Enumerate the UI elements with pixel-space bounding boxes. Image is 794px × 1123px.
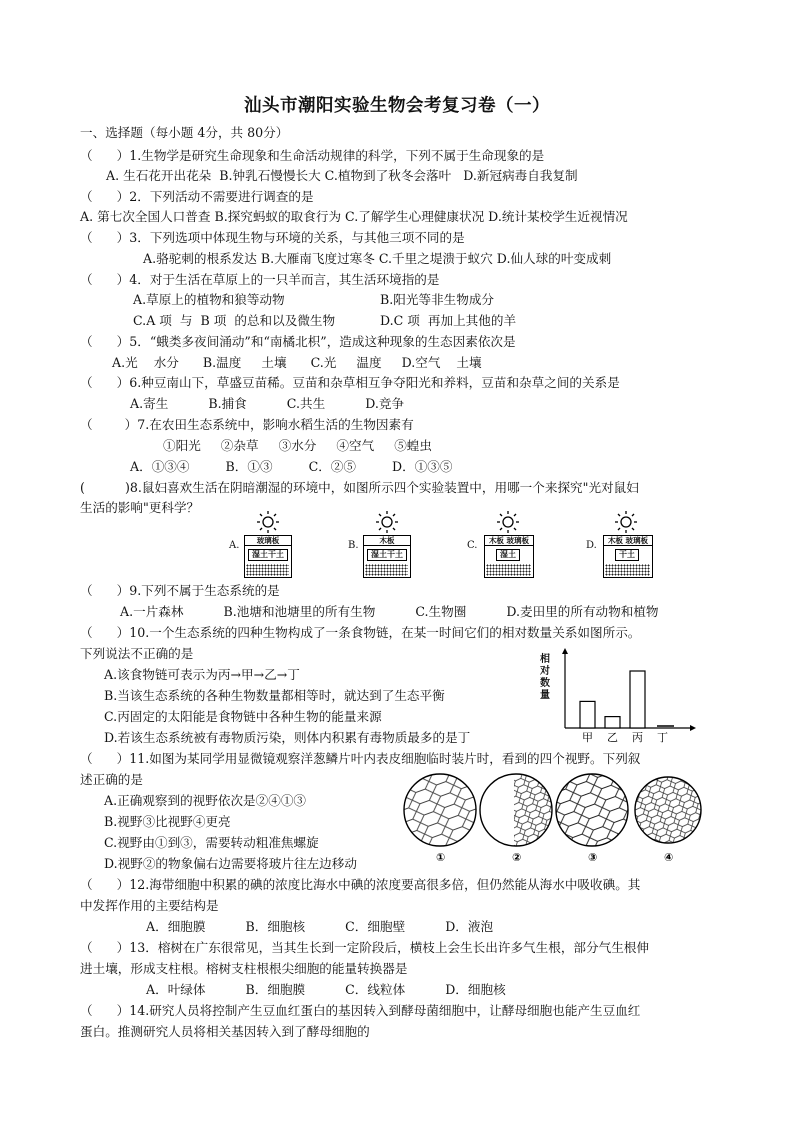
- field-2-cells: [514, 772, 554, 850]
- q11-option-b: B.视野③比视野④更亮: [104, 814, 231, 829]
- field-3-cells: [552, 772, 632, 850]
- tick-label-丁: 丁: [657, 731, 668, 744]
- q12-options: A．细胞膜 B．细胞核 C．细胞壁 D．液泡: [146, 919, 494, 934]
- field-label-1: ①: [436, 851, 446, 864]
- q10-option-a: A.该食物链可表示为丙→甲→乙→丁: [104, 667, 300, 682]
- sun-icon: [614, 510, 638, 534]
- q11-option-c: C.视野由①到③，需要转动粗准焦螺旋: [104, 835, 319, 850]
- q10-option-c: C.丙固定的太阳能是食物链中各种生物的能量来源: [104, 709, 382, 724]
- question-5: （ ）5．“蛾类多夜间涌动”和“南橘北枳”，造成这种现象的生态因素依次是: [80, 334, 516, 349]
- q9-options: A.一片森林 B.池塘和池塘里的所有生物 C.生物圈 D.麦田里的所有动物和植物: [120, 604, 659, 619]
- question-6: （ ）6.种豆南山下，草盛豆苗稀。豆苗和杂草相互争夺阳光和养料，豆苗和杂草之间的关系是: [80, 375, 620, 390]
- setup-b-cover: 木板: [363, 535, 411, 546]
- q11-option-a: A.正确观察到的视野依次是②④①③: [104, 793, 307, 808]
- question-4: （ ）4．对于生活在草原上的一只羊而言，其生活环境指的是: [80, 272, 440, 287]
- q10-option-d: D.若该生态系统被有毒物质污染，则体内积累有毒物质最多的是丁: [104, 730, 471, 745]
- setup-c-ground: [486, 564, 531, 576]
- question-14-cont: 蛋白。推测研究人员将相关基因转入到了酵母细胞的: [80, 1024, 370, 1039]
- question-13: （ ）13．榕树在广东很常见，当其生长到一定阶段后，横枝上会生长出许多气生根，部分气生根伸: [80, 940, 649, 955]
- section-heading: 一、选择题（每小题 4分，共 80分）: [80, 125, 289, 140]
- setup-b-soil: 湿土干土: [367, 549, 407, 561]
- setup-b-letter: B.: [348, 540, 359, 551]
- question-11-cont: 述正确的是: [80, 772, 143, 787]
- setup-a-soil: 湿土干土: [248, 549, 288, 561]
- setup-c-soil: 湿土: [496, 549, 520, 561]
- question-8: ( )8.鼠妇喜欢生活在阴暗潮湿的环境中，如图所示四个实验装置中，用哪一个来探究"光对鼠妇: [80, 480, 639, 495]
- bar-乙: [605, 717, 620, 728]
- q7-items: ①阳光 ②杂草 ③水分 ④空气 ⑤蝗虫: [163, 438, 432, 453]
- chart-x-axis-arrow: [690, 725, 696, 731]
- question-13-cont: 进土壤，形成支柱根。榕树支柱根根尖细胞的能量转换器是: [80, 961, 408, 976]
- tick-label-乙: 乙: [607, 731, 618, 744]
- q13-options: A．叶绿体 B．细胞膜 C．线粒体 D．细胞核: [146, 982, 506, 997]
- question-14: （ ）14.研究人员将控制产生豆血红蛋白的基因转入到酵母菌细胞中，让酵母细胞也能产生豆血红: [80, 1003, 641, 1018]
- q11-option-d: D.视野②的物象偏右边需要将玻片往左边移动: [104, 856, 357, 871]
- bar-甲: [580, 701, 595, 728]
- bar-丙: [630, 671, 645, 728]
- field-4-cells: [632, 772, 702, 850]
- setup-a-ground: [246, 564, 289, 576]
- sun-icon: [375, 510, 399, 534]
- q4-option-b: B.阳光等非生物成分: [380, 292, 495, 307]
- tick-label-丙: 丙: [632, 731, 643, 744]
- chart-y-label: 相对数量: [540, 654, 550, 701]
- field-label-2: ②: [512, 851, 522, 864]
- field-1-cells: [402, 772, 480, 850]
- q6-options: A.寄生 B.捕食 C.共生 D.竞争: [130, 396, 405, 411]
- food-chain-bar-chart: [560, 648, 696, 744]
- question-9: （ ）9.下列不属于生态系统的是: [80, 583, 280, 598]
- question-12-cont: 中发挥作用的主要结构是: [80, 898, 219, 913]
- q2-options: A. 第七次全国人口普查 B.探究蚂蚁的取食行为 C.了解学生心理健康状况 D.统计某校学生近视情况: [80, 209, 628, 224]
- setup-a-cover: 玻璃板: [244, 535, 292, 546]
- question-11: （ ）11.如图为某同学用显微镜观察洋葱鳞片叶内表皮细胞临时装片时，看到的四个视野。下列叙: [80, 751, 641, 766]
- setup-a-letter: A.: [229, 540, 240, 551]
- page-title: 汕头市潮阳实验生物会考复习卷（一）: [244, 96, 550, 116]
- setup-d-letter: D.: [586, 540, 597, 551]
- q4-option-a: A.草原上的植物和狼等动物: [133, 292, 285, 307]
- question-10-cont: 下列说法不正确的是: [80, 646, 194, 661]
- question-10: （ ）10.一个生态系统的四种生物构成了一条食物链，在某一时间它们的相对数量关系如图所示。: [80, 625, 641, 640]
- setup-c-letter: C.: [467, 540, 478, 551]
- q1-options: A. 生石花开出花朵 B.钟乳石慢慢长大 C.植物到了秋冬会落叶 D.新冠病毒自我复制: [106, 168, 578, 183]
- setup-d-soil: 干土: [615, 549, 639, 561]
- question-12: （ ）12.海带细胞中积累的碘的浓度比海水中碘的浓度要高很多倍，但仍然能从海水中吸收碘。其: [80, 877, 641, 892]
- sun-icon: [496, 510, 520, 534]
- question-3: （ ）3．下列选项中体现生物与环境的关系，与其他三项不同的是: [80, 230, 465, 245]
- question-8-cont: 生活的影响"更科学？: [80, 500, 200, 515]
- setup-c-cover: 木板 玻璃板: [484, 535, 534, 546]
- tick-label-甲: 甲: [582, 731, 593, 744]
- q7-options: A．①③④ B．①③ C．②⑤ D．①③⑤: [130, 459, 453, 474]
- chart-y-axis-arrow: [562, 648, 568, 654]
- q10-option-b: B.当该生态系统的各种生物数量都相等时，就达到了生态平衡: [104, 688, 445, 703]
- question-7: （ ）7.在农田生态系统中，影响水稻生活的生物因素有: [80, 417, 414, 432]
- sun-icon: [256, 510, 280, 534]
- setup-d-cover: 木板 玻璃板: [603, 535, 653, 546]
- microscope-fields: [402, 772, 702, 866]
- q5-options: A.光 水分 B.温度 土壤 C.光 温度 D.空气 土壤: [112, 355, 482, 370]
- field-label-4: ④: [664, 851, 674, 864]
- question-2: （ ）2．下列活动不需要进行调查的是: [80, 189, 314, 204]
- setup-d-ground: [605, 564, 650, 576]
- q4-option-c: C.A 项 与 B 项 的总和以及微生物: [133, 313, 336, 328]
- question-1: （ ）1.生物学是研究生命现象和生命活动规律的科学，下列不属于生命现象的是: [80, 148, 545, 163]
- setup-b-ground: [365, 564, 408, 576]
- field-label-3: ③: [588, 851, 598, 864]
- q4-option-d: D.C 项 再加上其他的羊: [380, 313, 517, 328]
- q3-options: A.骆驼刺的根系发达 B.大雁南飞度过寒冬 C.千里之堤溃于蚁穴 D.仙人球的叶变成刺: [143, 251, 612, 266]
